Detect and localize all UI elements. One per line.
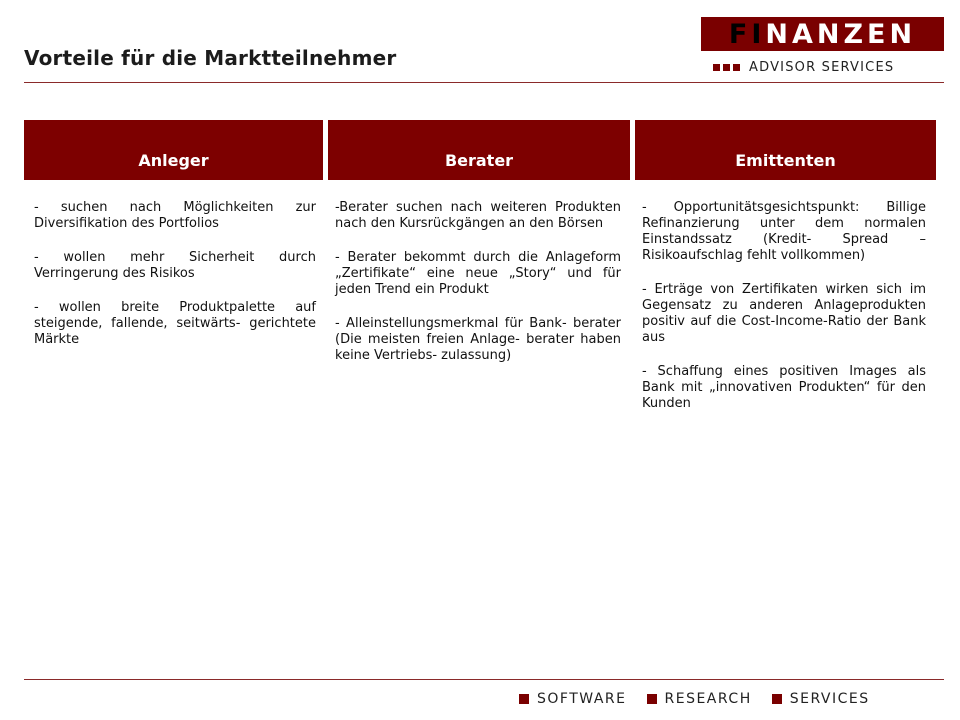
bullet-item: - Schaffung eines positiven Images als Bank mit „innovativen Produkten“ für den Kunden: [642, 364, 926, 411]
bullet-item: - wollen mehr Sicherheit durch Verringerung des Risikos: [34, 250, 316, 281]
bullet-item: - Erträge von Zertifikaten wirken sich im Gegensatz zu anderen Anlageprodukten positiv auf die Cost-Income-Ratio der Bank aus: [642, 282, 926, 345]
square-icon: [772, 694, 782, 704]
logo-tagline-text: ADVISOR SERVICES: [749, 59, 895, 75]
slide-title: Vorteile für die Marktteilnehmer: [24, 46, 397, 70]
column-header-emittenten: Emittenten: [635, 120, 936, 180]
logo-square-icon: [723, 64, 730, 71]
footer-tag-research: [647, 691, 752, 707]
footer-tag-services: [772, 691, 870, 707]
footer-tag-label: RESEARCH: [664, 691, 752, 707]
bottom-divider: [24, 679, 944, 680]
logo-square-icon: [713, 64, 720, 71]
bullet-item: -Berater suchen nach weiteren Produkten nach den Kursrückgängen an den Börsen: [335, 200, 621, 231]
footer-tag-software: [519, 691, 627, 707]
logo-tagline: [713, 60, 894, 74]
footer-tag-label: SERVICES: [789, 691, 870, 707]
footer-tags: [519, 690, 870, 708]
bullet-item: - Berater bekommt durch die Anlageform „Zertifikate“ eine neue „Story“ und für jeden Trend ein Produkt: [335, 250, 621, 297]
logo-letters-left: FI: [728, 18, 766, 50]
column-header-anleger: Anleger: [24, 120, 323, 180]
column-body-anleger: [34, 200, 316, 366]
square-icon: [647, 694, 657, 704]
logo-wordmark: [701, 17, 944, 51]
logo: [701, 17, 944, 77]
bullet-item: - Alleinstellungsmerkmal für Bank- berater (Die meisten freien Anlage- berater haben keine Vertriebs- zulassung): [335, 316, 621, 363]
column-body-emittenten: [642, 200, 926, 430]
footer-tag-label: SOFTWARE: [537, 691, 627, 707]
bullet-item: - suchen nach Möglichkeiten zur Diversifikation des Portfolios: [34, 200, 316, 231]
top-divider: [24, 82, 944, 83]
logo-square-icon: [733, 64, 740, 71]
logo-letters-right: NANZEN: [765, 18, 917, 50]
bullet-item: - wollen breite Produktpalette auf steigende, fallende, seitwärts- gerichtete Märkte: [34, 300, 316, 347]
column-body-berater: [335, 200, 621, 382]
bullet-item: - Opportunitätsgesichtspunkt: Billige Refinanzierung unter dem normalen Einstandssatz (Kredit- Spread – Risikoaufschlag fehlt vollkommen): [642, 200, 926, 263]
square-icon: [519, 694, 529, 704]
column-header-berater: Berater: [328, 120, 630, 180]
